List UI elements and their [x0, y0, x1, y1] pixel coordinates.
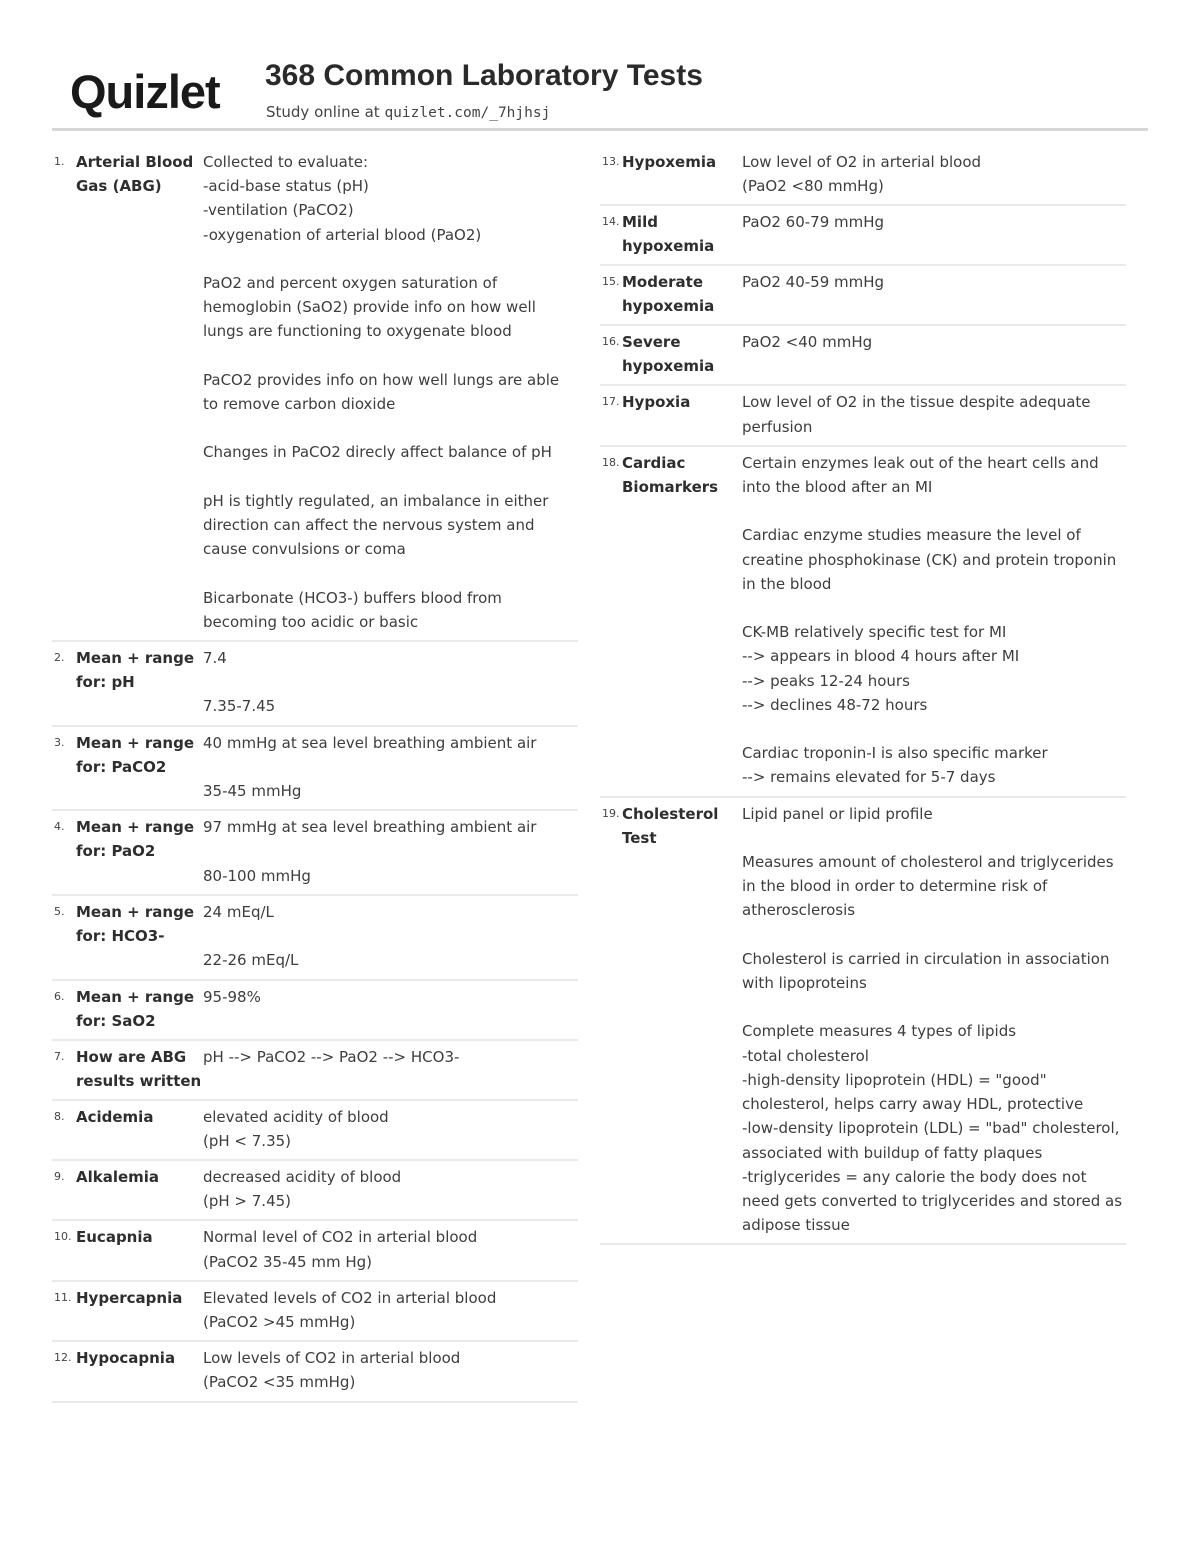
flashcard-row: [600, 146, 1126, 206]
page-header: [0, 0, 1200, 135]
flashcard-row: [52, 1221, 578, 1281]
flashcard-row: [52, 1101, 578, 1161]
card-number: 16.: [602, 335, 620, 349]
header-divider: [52, 128, 1148, 131]
card-number: 9.: [54, 1169, 65, 1183]
card-definition: 24 mEq/L 22-26 mEq/L: [203, 902, 299, 970]
card-term: Hypercapnia: [76, 1288, 183, 1307]
flashcard-row: [52, 981, 578, 1041]
card-definition: Lipid panel or lipid profile Measures amount of cholesterol and triglycerides in the blood in order to determine risk of atherosclerosis Cholesterol is carried in circulation in association with lipoproteins Complete measures 4 types of lipids -total cholesterol -high-density lipoprotein (HDL) = "good" cholesterol, helps carry away HDL, protective -low-density lipoprotein (LDL) = "bad" cholesterol, associated with buildup of fatty plaques -triglycerides = any calorie the body does not need gets converted to triglycerides and stored as adipose tissue: [742, 804, 1123, 1235]
card-definition: Certain enzymes leak out of the heart cells and into the blood after an MI Cardiac enzyme studies measure the level of creatine phosphokinase (CK) and protein troponin in the blood CK-MB relatively specific test for MI --> appears in blood 4 hours after MI --> peaks 12-24 hours --> declines 48-72 hours Cardiac troponin-I is also specific marker --> remains elevated for 5-7 days: [742, 453, 1117, 787]
card-definition: PaO2 <40 mmHg: [742, 333, 873, 352]
flashcard-row: [600, 798, 1126, 1246]
card-number: 5.: [54, 904, 65, 918]
card-term: Cardiac Biomarkers: [622, 453, 719, 496]
card-number: 8.: [54, 1109, 65, 1123]
card-definition: Low level of O2 in arterial blood (PaO2 <80 mmHg): [742, 153, 982, 196]
flashcard-row: [52, 727, 578, 812]
right-card-column: [600, 146, 1126, 1245]
card-number: 12.: [54, 1351, 72, 1365]
flashcard-row: [600, 326, 1126, 386]
card-definition: PaO2 60-79 mmHg: [742, 213, 885, 232]
card-number: 18.: [602, 455, 620, 469]
flashcard-row: [52, 1282, 578, 1342]
quizlet-logo: Quizlet: [70, 65, 220, 118]
card-number: 11.: [54, 1290, 72, 1304]
flashcard-row: [600, 266, 1126, 326]
flashcard-row: [52, 896, 578, 981]
card-number: 3.: [54, 735, 65, 749]
flashcard-row: [52, 1342, 578, 1402]
flashcard-row: [52, 1161, 578, 1221]
card-number: 6.: [54, 989, 65, 1003]
flashcard-row: [52, 1041, 578, 1101]
flashcard-row: [600, 386, 1126, 446]
card-definition: Low level of O2 in the tissue despite adequate perfusion: [742, 393, 1096, 436]
card-definition: Normal level of CO2 in arterial blood (PaCO2 35-45 mm Hg): [203, 1228, 478, 1271]
card-term: Acidemia: [76, 1107, 154, 1126]
card-term: Hypoxia: [622, 393, 691, 412]
card-number: 19.: [602, 806, 620, 820]
card-term: Hypocapnia: [76, 1349, 176, 1368]
card-definition: Collected to evaluate: -acid-base status (pH) -ventilation (PaCO2) -oxygenation of arterial blood (PaO2) PaO2 and percent oxygen saturation of hemoglobin (SaO2) provide info on how well lungs are functioning to oxygenate blood PaCO2 provides info on how well lungs are able to remove carbon dioxide Changes in PaCO2 direcly affect balance of pH pH is tightly regulated, an imbalance in either direction can affect the nervous system and cause convulsions or coma Bicarbonate (HCO3-) buffers blood from becoming too acidic or basic: [203, 153, 560, 631]
card-term: Arterial Blood Gas (ABG): [76, 153, 194, 195]
card-term: Mean + range for: SaO2: [76, 987, 195, 1030]
card-number: 7.: [54, 1049, 65, 1063]
card-number: 13.: [602, 155, 620, 168]
card-number: 17.: [602, 395, 620, 409]
card-term: Mild hypoxemia: [622, 213, 715, 256]
card-term: Mean + range for: PaCO2: [76, 733, 195, 776]
page-title: 368 Common Laboratory Tests: [265, 59, 703, 92]
card-number: 14.: [602, 215, 620, 229]
card-term: Cholesterol Test: [622, 804, 719, 847]
flashcard-row: [600, 206, 1126, 266]
card-definition: elevated acidity of blood (pH < 7.35): [203, 1107, 389, 1150]
card-number: 2.: [54, 651, 65, 665]
flashcard-row: [600, 447, 1126, 798]
card-definition: 40 mmHg at sea level breathing ambient air 35-45 mmHg: [203, 733, 537, 801]
flashcard-row: [52, 146, 578, 642]
card-definition: 97 mmHg at sea level breathing ambient air 80-100 mmHg: [203, 818, 537, 885]
card-number: 1.: [54, 155, 65, 168]
card-definition: Low levels of CO2 in arterial blood (PaCO2 <35 mmHg): [203, 1349, 461, 1392]
card-term: Severe hypoxemia: [622, 333, 715, 376]
card-definition: 95-98%: [203, 987, 261, 1006]
card-term: Eucapnia: [76, 1228, 153, 1247]
flashcard-row: [52, 811, 578, 896]
study-prefix: Study online at: [266, 103, 385, 121]
card-term: Alkalemia: [76, 1167, 160, 1186]
flashcard-row: [52, 642, 578, 727]
card-definition: Elevated levels of CO2 in arterial blood (PaCO2 >45 mmHg): [203, 1288, 497, 1331]
card-definition: PaO2 40-59 mmHg: [742, 273, 885, 292]
card-term: Mean + range for: pH: [76, 649, 195, 692]
card-number: 10.: [54, 1230, 72, 1244]
card-term: Mean + range for: HCO3-: [76, 902, 195, 945]
card-definition: 7.4 7.35-7.45: [203, 649, 276, 716]
card-number: 15.: [602, 275, 620, 289]
card-number: 4.: [54, 820, 65, 834]
card-definition: pH --> PaCO2 --> PaO2 --> HCO3-: [203, 1047, 460, 1066]
card-term: Hypoxemia: [622, 153, 717, 171]
card-term: How are ABG results written: [76, 1047, 202, 1090]
study-online-line: [266, 101, 550, 124]
card-term: Mean + range for: PaO2: [76, 818, 195, 861]
card-term: Moderate hypoxemia: [622, 273, 715, 316]
left-card-column: [52, 146, 578, 1403]
study-url-link[interactable]: quizlet.com/_7hjhsj: [384, 105, 551, 121]
card-definition: decreased acidity of blood (pH > 7.45): [203, 1167, 402, 1211]
